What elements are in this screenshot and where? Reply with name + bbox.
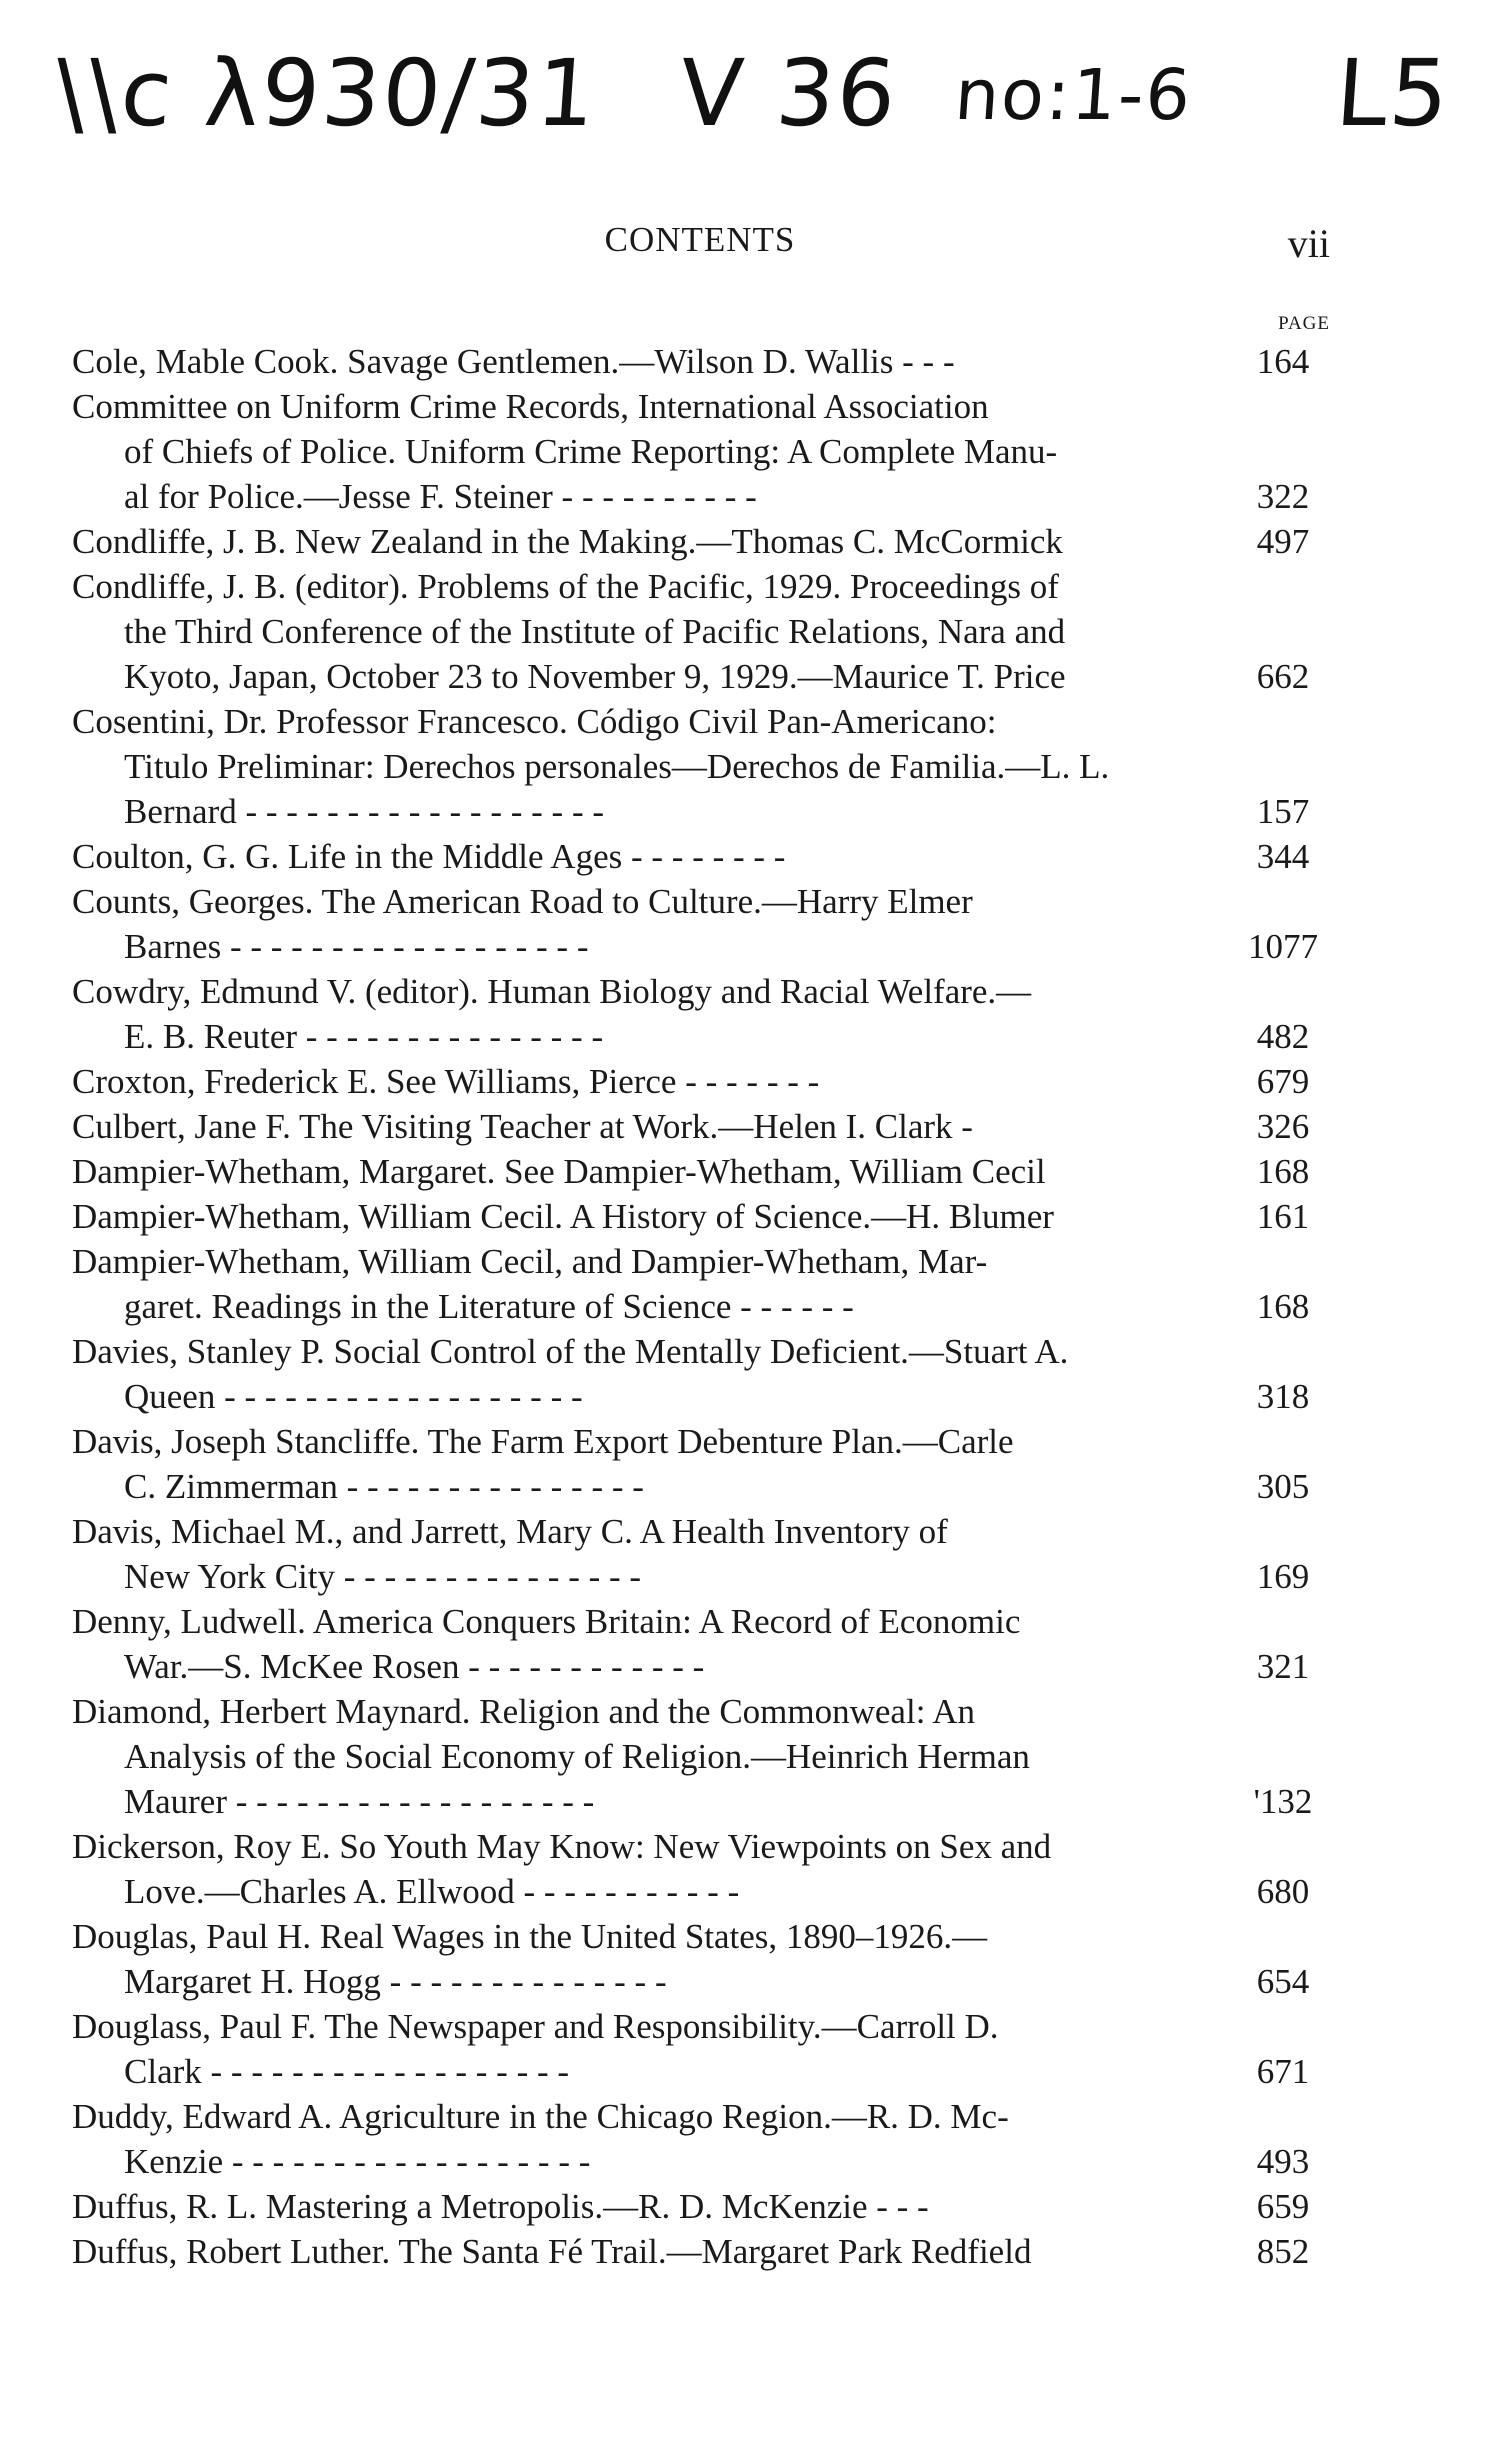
entry-line: Titulo Preliminar: Derechos personales—Derechos de Familia.—L. L. (124, 747, 1110, 786)
entry-text (72, 564, 1232, 699)
entry-page-number: 654 (1256, 1962, 1310, 2001)
entry-line: Duffus, R. L. Mastering a Metropolis.—R. D. McKenzie - - - (72, 2187, 929, 2226)
entry-line: Kyoto, Japan, October 23 to November 9, 1929.—Maurice T. Price (124, 657, 1066, 696)
entry-page-number: 168 (1256, 1287, 1310, 1326)
entry-line: Davies, Stanley P. Social Control of the Mentally Deficient.—Stuart A. (72, 1332, 1069, 1371)
contents-entry (72, 1104, 1334, 1149)
entry-text (72, 519, 1232, 564)
entry-line: Analysis of the Social Economy of Religion.—Heinrich Herman (124, 1737, 1030, 1776)
entry-text (72, 384, 1232, 519)
entry-line: Culbert, Jane F. The Visiting Teacher at Work.—Helen I. Clark - (72, 1107, 973, 1146)
entry-page-number: 680 (1256, 1872, 1310, 1911)
entry-text (72, 1599, 1232, 1689)
entry-line: Cole, Mable Cook. Savage Gentlemen.—Wilson D. Wallis - - - (72, 342, 955, 381)
entry-line: C. Zimmerman - - - - - - - - - - - - - - - (124, 1467, 644, 1506)
entry-page-number: 344 (1256, 837, 1310, 876)
contents-entry (72, 1149, 1334, 1194)
entry-line: Love.—Charles A. Ellwood - - - - - - - - - - - (124, 1872, 740, 1911)
contents-entry (72, 1914, 1334, 2004)
contents-entry (72, 1689, 1334, 1824)
contents-entry (72, 1599, 1334, 1689)
entry-text (72, 1689, 1232, 1824)
contents-entry (72, 879, 1334, 969)
entry-line: garet. Readings in the Literature of Science - - - - - - (124, 1287, 854, 1326)
entry-line: Counts, Georges. The American Road to Culture.—Harry Elmer (72, 882, 973, 921)
entry-line: Condliffe, J. B. (editor). Problems of the Pacific, 1929. Proceedings of (72, 567, 1059, 606)
entry-text (72, 2184, 1232, 2229)
entry-page-number: 326 (1256, 1107, 1310, 1146)
contents-entry (72, 1239, 1334, 1329)
annotation-part-3: no:1-6 (952, 54, 1195, 136)
contents-entry (72, 2229, 1334, 2274)
entry-page-number: 305 (1256, 1467, 1310, 1506)
contents-entry (72, 2004, 1334, 2094)
contents-entry (72, 339, 1334, 384)
entry-line: Condliffe, J. B. New Zealand in the Making.—Thomas C. McCormick (72, 522, 1063, 561)
entry-text (72, 1059, 1232, 1104)
entry-line: the Third Conference of the Institute of Pacific Relations, Nara and (124, 612, 1066, 651)
entry-page-number: '132 (1253, 1782, 1313, 1821)
entry-text (72, 2229, 1232, 2274)
entry-line: E. B. Reuter - - - - - - - - - - - - - - - (124, 1017, 604, 1056)
contents-entry (72, 2094, 1334, 2184)
entry-text (72, 1149, 1232, 1194)
entry-text (72, 879, 1232, 969)
page-header (70, 220, 1330, 280)
entry-page-number: 852 (1256, 2232, 1310, 2271)
entry-line: Douglas, Paul H. Real Wages in the United States, 1890–1926.— (72, 1917, 988, 1956)
page-title: CONTENTS (604, 220, 796, 259)
entries (72, 339, 1334, 2274)
entry-line: Douglass, Paul F. The Newspaper and Responsibility.—Carroll D. (72, 2007, 999, 2046)
entry-text (72, 699, 1232, 834)
contents-entry (72, 834, 1334, 879)
entry-line: Duddy, Edward A. Agriculture in the Chicago Region.—R. D. Mc- (72, 2097, 1009, 2136)
entry-text (72, 339, 1232, 384)
entry-line: Queen - - - - - - - - - - - - - - - - - - (124, 1377, 583, 1416)
entry-line: War.—S. McKee Rosen - - - - - - - - - - - - (124, 1647, 705, 1686)
annotation-part-4: L5 (1332, 40, 1454, 147)
entry-page-number: 482 (1256, 1017, 1310, 1056)
entry-line: Bernard - - - - - - - - - - - - - - - - - - (124, 792, 605, 831)
entry-text (72, 1824, 1232, 1914)
entry-line: Kenzie - - - - - - - - - - - - - - - - - - (124, 2142, 591, 2181)
contents-entry (72, 1824, 1334, 1914)
annotation-part-1: \\c λ930/31 (51, 40, 601, 147)
entry-text (72, 2004, 1232, 2094)
entry-text (72, 1914, 1232, 2004)
entry-line: Coulton, G. G. Life in the Middle Ages - - - - - - - - (72, 837, 786, 876)
entry-line: Duffus, Robert Luther. The Santa Fé Trail.—Margaret Park Redfield (72, 2232, 1032, 2271)
entry-page-number: 318 (1256, 1377, 1310, 1416)
entry-text (72, 1509, 1232, 1599)
entry-page-number: 168 (1256, 1152, 1310, 1191)
entry-page-number: 497 (1256, 522, 1310, 561)
entry-page-number: 157 (1256, 792, 1310, 831)
contents-entry (72, 1509, 1334, 1599)
entry-page-number: 671 (1256, 2052, 1310, 2091)
contents-entry (72, 699, 1334, 834)
contents-list (72, 313, 1334, 2274)
page-column-label: PAGE (1278, 313, 1330, 334)
entry-text (72, 1419, 1232, 1509)
entry-line: Davis, Joseph Stancliffe. The Farm Export Debenture Plan.—Carle (72, 1422, 1014, 1461)
contents-entry (72, 1059, 1334, 1104)
contents-entry (72, 969, 1334, 1059)
entry-line: of Chiefs of Police. Uniform Crime Reporting: A Complete Manu- (124, 432, 1058, 471)
entry-line: Margaret H. Hogg - - - - - - - - - - - - - - (124, 1962, 667, 2001)
entry-line: Dickerson, Roy E. So Youth May Know: New Viewpoints on Sex and (72, 1827, 1052, 1866)
entry-line: Dampier-Whetham, William Cecil, and Dampier-Whetham, Mar- (72, 1242, 988, 1281)
entry-page-number: 164 (1256, 342, 1310, 381)
contents-entry (72, 384, 1334, 519)
contents-entry (72, 564, 1334, 699)
annotation-part-2: V 36 (676, 40, 902, 147)
handwritten-annotation (51, 40, 1454, 150)
entry-page-number: 321 (1256, 1647, 1310, 1686)
entry-text (72, 834, 1232, 879)
entry-page-number: 1077 (1248, 927, 1318, 966)
entry-line: New York City - - - - - - - - - - - - - - - (124, 1557, 642, 1596)
entry-page-number: 493 (1256, 2142, 1310, 2181)
entry-line: Dampier-Whetham, William Cecil. A History of Science.—H. Blumer (72, 1197, 1054, 1236)
contents-entry (72, 519, 1334, 564)
entry-text (72, 2094, 1232, 2184)
entry-page-number: 322 (1256, 477, 1310, 516)
entry-text (72, 1104, 1232, 1149)
entry-line: Cosentini, Dr. Professor Francesco. Código Civil Pan-Americano: (72, 702, 997, 741)
entry-page-number: 662 (1256, 657, 1310, 696)
entry-line: Diamond, Herbert Maynard. Religion and the Commonweal: An (72, 1692, 976, 1731)
contents-entry (72, 1194, 1334, 1239)
entry-line: Denny, Ludwell. America Conquers Britain: A Record of Economic (72, 1602, 1021, 1641)
entry-line: Barnes - - - - - - - - - - - - - - - - - - (124, 927, 589, 966)
entry-page-number: 679 (1256, 1062, 1310, 1101)
contents-entry (72, 2184, 1334, 2229)
entry-page-number: 169 (1256, 1557, 1310, 1596)
entry-line: Croxton, Frederick E. See Williams, Pierce - - - - - - - (72, 1062, 820, 1101)
entry-line: Maurer - - - - - - - - - - - - - - - - - - (124, 1782, 595, 1821)
entry-line: Davis, Michael M., and Jarrett, Mary C. A Health Inventory of (72, 1512, 948, 1551)
entry-line: Committee on Uniform Crime Records, International Association (72, 387, 989, 426)
entry-line: Clark - - - - - - - - - - - - - - - - - - (124, 2052, 570, 2091)
entry-text (72, 1329, 1232, 1419)
entry-line: Cowdry, Edmund V. (editor). Human Biology and Racial Welfare.— (72, 972, 1032, 1011)
entry-text (72, 969, 1232, 1059)
contents-entry (72, 1329, 1334, 1419)
page-number: vii (1287, 221, 1330, 266)
entry-line: Dampier-Whetham, Margaret. See Dampier-Whetham, William Cecil (72, 1152, 1046, 1191)
entry-page-number: 161 (1256, 1197, 1310, 1236)
entry-line: al for Police.—Jesse F. Steiner - - - - - - - - - - (124, 477, 757, 516)
contents-entry (72, 1419, 1334, 1509)
entry-page-number: 659 (1256, 2187, 1310, 2226)
entry-text (72, 1239, 1232, 1329)
entry-text (72, 1194, 1232, 1239)
